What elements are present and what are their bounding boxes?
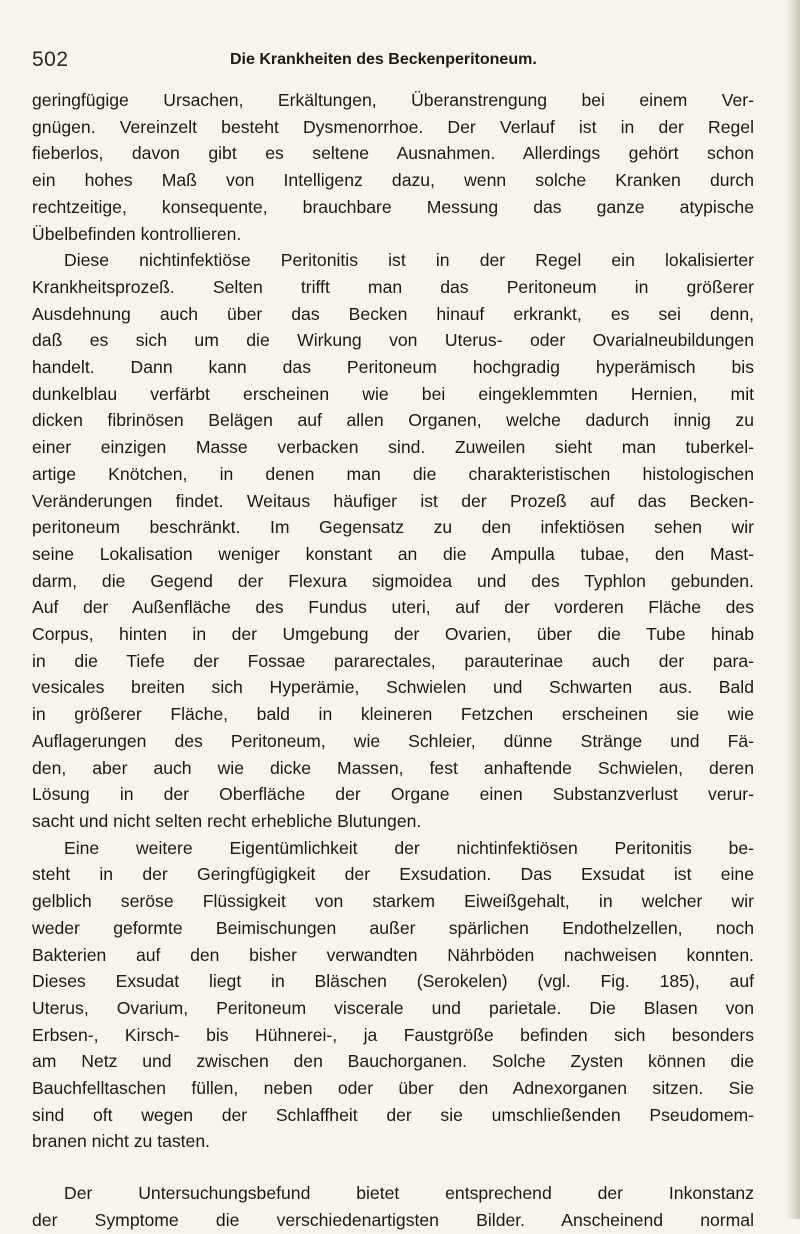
text-line: Dieses Exsudat liegt in Bläschen (Serokelen) (vgl. Fig. 185), auf (32, 971, 754, 992)
running-title: Die Krankheiten des Beckenperitoneum. (230, 51, 537, 68)
page-header (32, 48, 752, 78)
page-number: 502 (32, 48, 69, 71)
text-line: Der Untersuchungsbefund bietet entsprechend der Inkonstanz (64, 1183, 754, 1204)
text-line: Erbsen-, Kirsch- bis Hühnerei-, ja Faustgröße befinden sich besonders (32, 1024, 754, 1045)
text-line: vesicales breiten sich Hyperämie, Schwielen und Schwarten aus. Bald (32, 677, 754, 698)
text-line: Lösung in der Oberfläche der Organe einen Substanzverlust verur- (32, 784, 754, 805)
text-line: peritoneum beschränkt. Im Gegensatz zu den infektiösen sehen wir (32, 517, 754, 538)
text-line: einer einzigen Masse verbacken sind. Zuweilen sieht man tuberkel- (32, 437, 754, 458)
text-line: weder geformte Beimischungen außer spärlichen Endothelzellen, noch (32, 917, 754, 938)
text-line: artige Knötchen, in denen man die charakteristischen histologischen (32, 463, 754, 484)
text-line: Uterus, Ovarium, Peritoneum viscerale und parietale. Die Blasen von (32, 997, 754, 1018)
text-line: rechtzeitige, konsequente, brauchbare Messung das ganze atypische (32, 196, 754, 217)
text-line: handelt. Dann kann das Peritoneum hochgradig hyperämisch bis (32, 357, 754, 378)
text-line: Auflagerungen des Peritoneum, wie Schleier, dünne Stränge und Fä- (32, 730, 754, 751)
text-line: steht in der Geringfügigkeit der Exsudation. Das Exsudat ist eine (32, 864, 754, 885)
text-line: branen nicht zu tasten. (32, 1131, 211, 1152)
text-line: Ausdehnung auch über das Becken hinauf erkrankt, es sei denn, (32, 303, 754, 324)
text-line: geringfügige Ursachen, Erkältungen, Überanstrengung bei einem Ver- (32, 90, 754, 110)
text-line: Bauchfelltaschen füllen, neben oder über den Adnexorganen sitzen. Sie (32, 1078, 754, 1099)
text-line: Corpus, hinten in der Umgebung der Ovarien, über die Tube hinab (32, 624, 754, 645)
text-line: dunkelblau verfärbt erscheinen wie bei eingeklemmten Hernien, mit (32, 383, 754, 404)
text-line: der Symptome die verschiedenartigsten Bilder. Anscheinend normal (32, 1209, 754, 1230)
text-line: gnügen. Vereinzelt besteht Dysmenorrhoe. Der Verlauf ist in der Regel (32, 116, 754, 137)
text-line: Übelbefinden kontrollieren. (32, 223, 242, 244)
body-text (32, 87, 754, 1234)
text-line: sacht und nicht selten recht erhebliche Blutungen. (32, 810, 422, 831)
text-line: seine Lokalisation weniger konstant an die Ampulla tubae, den Mast- (32, 543, 754, 564)
text-line: in die Tiefe der Fossae pararectales, parauterinae auch der para- (32, 650, 754, 671)
text-line: Eine weitere Eigentümlichkeit der nichtinfektiösen Peritonitis be- (64, 837, 754, 858)
text-line: in größerer Fläche, bald in kleineren Fetzchen erscheinen sie wie (32, 704, 754, 725)
text-line: dicken fibrinösen Belägen auf allen Organen, welche dadurch innig zu (32, 410, 754, 431)
text-line: gelblich seröse Flüssigkeit von starkem Eiweißgehalt, in welcher wir (32, 891, 754, 912)
text-line: Veränderungen findet. Weitaus häufiger ist der Prozeß auf das Becken- (32, 490, 754, 511)
text-line: Diese nichtinfektiöse Peritonitis ist in der Regel ein lokalisierter (64, 250, 754, 271)
text-line: darm, die Gegend der Flexura sigmoidea und des Typhlon gebunden. (32, 570, 754, 591)
text-line: sind oft wegen der Schlaffheit der sie umschließenden Pseudomem- (32, 1104, 754, 1125)
page-edge-shadow (786, 0, 800, 1219)
text-line: Auf der Außenfläche des Fundus uteri, auf der vorderen Fläche des (32, 597, 754, 618)
text-line: fieberlos, davon gibt es seltene Ausnahmen. Allerdings gehört schon (32, 143, 754, 164)
text-line: Krankheitsprozeß. Selten trifft man das Peritoneum in größerer (32, 276, 754, 297)
text-line: daß es sich um die Wirkung von Uterus- oder Ovarialneubildungen (32, 330, 754, 351)
text-line: den, aber auch wie dicke Massen, fest anhaftende Schwielen, deren (32, 757, 754, 778)
text-line: ein hohes Maß von Intelligenz dazu, wenn solche Kranken durch (32, 170, 754, 191)
text-line: Bakterien auf den bisher verwandten Nährböden nachweisen konnten. (32, 944, 754, 965)
text-line: am Netz und zwischen den Bauchorganen. Solche Zysten können die (32, 1051, 754, 1072)
